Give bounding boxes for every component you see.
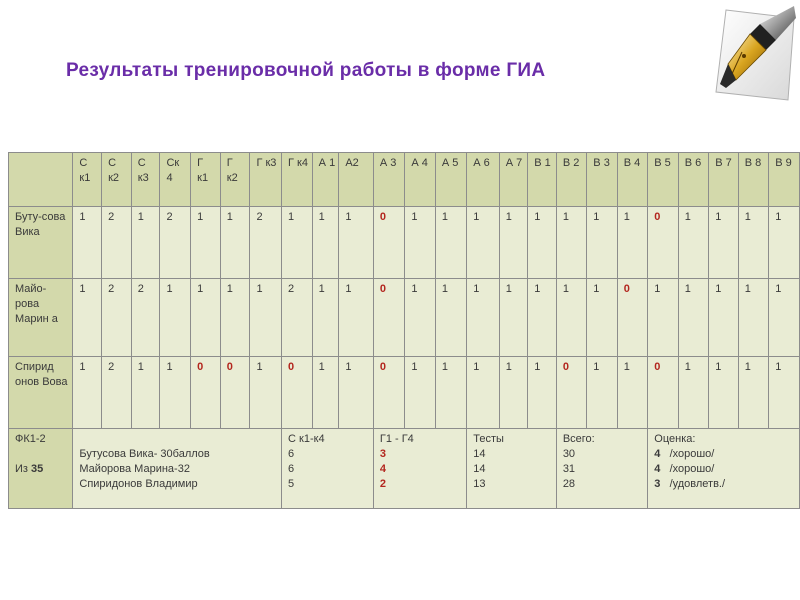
score-cell: 1	[405, 279, 435, 357]
summary-class-label: ФК1-2	[15, 433, 46, 445]
summary-tests-cell	[467, 429, 557, 509]
score-cell: 2	[131, 279, 160, 357]
score-cell: 1	[499, 207, 528, 279]
score-cell: 1	[312, 279, 339, 357]
score-cell: 1	[131, 207, 160, 279]
table-header-row	[9, 153, 800, 207]
summary-name: Спиридонов Владимир	[79, 478, 198, 490]
score-cell: 1	[499, 279, 528, 357]
score-cell: 0	[556, 357, 586, 429]
score-cell: 1	[339, 279, 374, 357]
score-cell: 1	[250, 279, 282, 357]
score-cell: 1	[435, 207, 466, 279]
score-cell: 1	[435, 279, 466, 357]
score-cell: 2	[250, 207, 282, 279]
summary-s-value: 5	[288, 478, 295, 490]
score-cell: 1	[617, 207, 647, 279]
score-cell: 0	[191, 357, 221, 429]
column-header: Г к4	[282, 153, 313, 207]
fountain-pen-icon	[676, 4, 796, 112]
column-header: А 5	[435, 153, 466, 207]
column-header: А 6	[467, 153, 499, 207]
column-header: Г к1	[191, 153, 221, 207]
score-cell: 1	[648, 279, 678, 357]
score-cell: 1	[587, 207, 617, 279]
score-cell: 1	[528, 357, 557, 429]
table-row	[9, 207, 800, 279]
summary-grade-line: 4 /хорошо/	[654, 448, 715, 460]
score-cell: 0	[373, 279, 404, 357]
score-cell: 1	[339, 357, 374, 429]
summary-s-value: 6	[288, 463, 295, 475]
score-cell: 0	[220, 357, 250, 429]
score-cell: 1	[131, 357, 160, 429]
summary-g-value: 4	[379, 463, 386, 475]
student-name-cell: Буту-сова Вика	[9, 207, 73, 279]
summary-g-value: 2	[379, 478, 386, 490]
summary-name: Майорова Марина-32	[79, 463, 190, 475]
score-cell: 2	[160, 207, 191, 279]
score-cell: 1	[435, 357, 466, 429]
column-header: В 5	[648, 153, 678, 207]
score-cell: 1	[556, 207, 586, 279]
summary-name: Бутусова Вика- 30баллов	[79, 448, 210, 460]
score-cell: 2	[102, 207, 132, 279]
summary-tests-header: Тесты	[473, 433, 504, 445]
score-cell: 0	[648, 357, 678, 429]
score-cell: 1	[160, 279, 191, 357]
column-header: С к2	[102, 153, 132, 207]
score-cell: 1	[467, 357, 499, 429]
column-header: В 4	[617, 153, 647, 207]
score-cell: 1	[769, 207, 800, 279]
summary-total-header: Всего:	[562, 433, 595, 445]
summary-total-value: 31	[562, 463, 576, 475]
summary-names-cell	[73, 429, 282, 509]
score-cell: 0	[648, 207, 678, 279]
score-cell: 0	[282, 357, 313, 429]
score-cell: 1	[191, 207, 221, 279]
summary-s-cell	[282, 429, 374, 509]
score-cell: 1	[250, 357, 282, 429]
column-header: В 2	[556, 153, 586, 207]
summary-tests-value: 14	[473, 448, 486, 460]
table-row	[9, 279, 800, 357]
student-name-cell: Спирид онов Вова	[9, 357, 73, 429]
summary-total-value: 28	[562, 478, 576, 490]
score-cell: 1	[191, 279, 221, 357]
corner-cell	[9, 153, 73, 207]
score-cell: 0	[373, 357, 404, 429]
score-cell: 1	[617, 357, 647, 429]
score-cell: 1	[220, 279, 250, 357]
score-cell: 1	[73, 357, 102, 429]
score-cell: 1	[499, 357, 528, 429]
score-cell: 1	[312, 357, 339, 429]
summary-label-cell	[9, 429, 73, 509]
summary-s-value: 6	[288, 448, 295, 460]
summary-g-header: Г1 - Г4	[379, 433, 414, 445]
score-cell: 1	[738, 207, 768, 279]
score-cell: 1	[587, 357, 617, 429]
column-header: В 6	[678, 153, 708, 207]
score-cell: 1	[405, 207, 435, 279]
score-cell: 1	[769, 279, 800, 357]
summary-s-header: С к1-к4	[288, 433, 325, 445]
score-cell: 1	[467, 207, 499, 279]
score-cell: 1	[528, 279, 557, 357]
score-cell: 1	[709, 279, 739, 357]
score-cell: 1	[220, 207, 250, 279]
column-header: Г к3	[250, 153, 282, 207]
score-cell: 1	[339, 207, 374, 279]
score-cell: 1	[282, 207, 313, 279]
column-header: Ск 4	[160, 153, 191, 207]
score-cell: 1	[160, 357, 191, 429]
column-header: В 1	[528, 153, 557, 207]
score-cell: 1	[678, 357, 708, 429]
summary-g-value: 3	[379, 448, 386, 460]
summary-grade-line: 3 /удовлетв./	[654, 478, 726, 490]
score-cell: 1	[467, 279, 499, 357]
summary-grade-line: 4 /хорошо/	[654, 463, 715, 475]
score-cell: 0	[617, 279, 647, 357]
column-header: А 4	[405, 153, 435, 207]
score-cell: 1	[73, 207, 102, 279]
score-cell: 2	[102, 357, 132, 429]
column-header: С к3	[131, 153, 160, 207]
column-header: В 9	[769, 153, 800, 207]
column-header: В 7	[709, 153, 739, 207]
column-header: В 8	[738, 153, 768, 207]
summary-row	[9, 429, 800, 509]
score-cell: 1	[738, 357, 768, 429]
score-cell: 2	[102, 279, 132, 357]
table-row	[9, 357, 800, 429]
score-cell: 1	[405, 357, 435, 429]
score-cell: 1	[73, 279, 102, 357]
score-cell: 1	[709, 357, 739, 429]
score-cell: 2	[282, 279, 313, 357]
column-header: В 3	[587, 153, 617, 207]
score-cell: 1	[528, 207, 557, 279]
score-cell: 1	[556, 279, 586, 357]
page-title: Результаты тренировочной работы в форме ГИА	[66, 60, 546, 81]
summary-tests-value: 14	[473, 463, 486, 475]
column-header: А 3	[373, 153, 404, 207]
column-header: А2	[339, 153, 374, 207]
column-header: А 1	[312, 153, 339, 207]
results-table	[8, 152, 800, 509]
student-name-cell: Майо-рова Марин а	[9, 279, 73, 357]
score-cell: 1	[678, 279, 708, 357]
summary-g-cell	[373, 429, 466, 509]
column-header: А 7	[499, 153, 528, 207]
score-cell: 1	[769, 357, 800, 429]
score-cell: 0	[373, 207, 404, 279]
score-cell: 1	[738, 279, 768, 357]
column-header: Г к2	[220, 153, 250, 207]
score-cell: 1	[709, 207, 739, 279]
summary-grade-header: Оценка:	[654, 433, 696, 445]
summary-total-label: Из 35	[15, 463, 44, 475]
summary-tests-value: 13	[473, 478, 486, 490]
score-cell: 1	[312, 207, 339, 279]
summary-grade-cell	[648, 429, 800, 509]
score-cell: 1	[587, 279, 617, 357]
summary-total-value: 30	[562, 448, 576, 460]
score-cell: 1	[678, 207, 708, 279]
summary-total-cell	[556, 429, 647, 509]
column-header: С к1	[73, 153, 102, 207]
